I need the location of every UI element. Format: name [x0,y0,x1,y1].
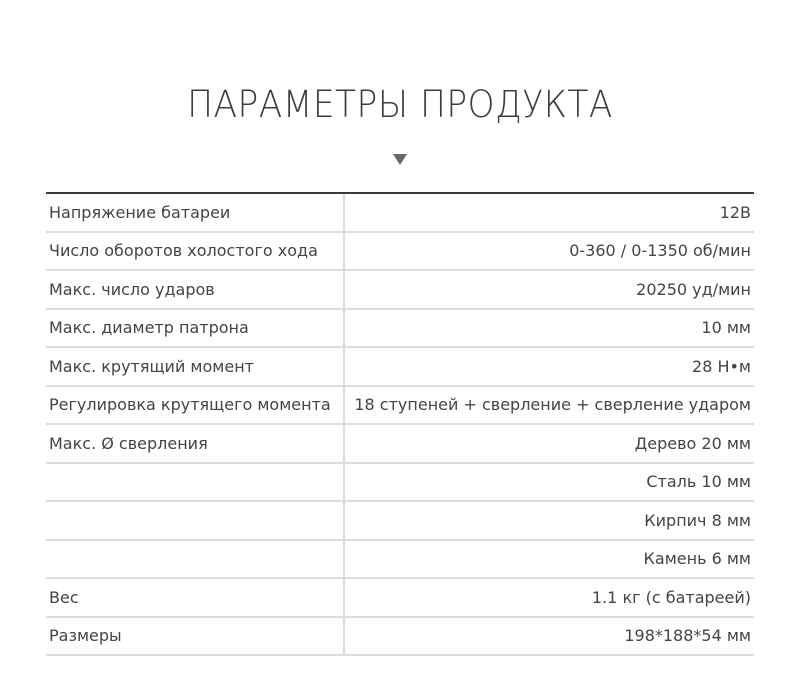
table-row [46,618,754,657]
spec-value: 198*188*54 мм [624,626,751,646]
spec-label: Регулировка крутящего момента [46,387,345,424]
table-row [46,502,754,541]
table-row [46,348,754,387]
spec-value: Кирпич 8 мм [644,510,751,530]
table-row [46,464,754,503]
spec-value: 20250 уд/мин [636,279,751,299]
spec-label [46,502,345,539]
spec-label [46,464,345,501]
spec-label: Размеры [46,618,345,655]
spec-value: Камень 6 мм [643,549,751,569]
table-row [46,310,754,349]
spec-value: 1.1 кг (с батареей) [591,587,751,607]
table-row [46,425,754,464]
spec-value: 18 ступеней + сверление + сверление ударом [354,395,751,415]
triangle-down-icon [393,154,407,165]
table-row [46,194,754,233]
table-row [46,271,754,310]
specs-table [46,192,754,656]
table-row [46,579,754,618]
spec-label: Число оборотов холостого хода [46,233,345,270]
spec-label: Макс. Ø сверления [46,425,345,462]
table-row [46,233,754,272]
table-row [46,541,754,580]
spec-value: Дерево 20 мм [634,433,751,453]
spec-label: Вес [46,579,345,616]
spec-value: 12В [719,202,751,222]
spec-label: Напряжение батареи [46,194,345,231]
table-row [46,387,754,426]
spec-label: Макс. диаметр патрона [46,310,345,347]
spec-label: Макс. число ударов [46,271,345,308]
spec-label: Макс. крутящий момент [46,348,345,385]
spec-value: 28 Н•м [692,356,751,376]
spec-label [46,541,345,578]
spec-value: Сталь 10 мм [646,472,751,492]
page-title: ПАРАМЕТРЫ ПРОДУКТА [187,83,613,126]
spec-value: 0-360 / 0-1350 об/мин [569,241,751,261]
spec-value: 10 мм [701,318,751,338]
